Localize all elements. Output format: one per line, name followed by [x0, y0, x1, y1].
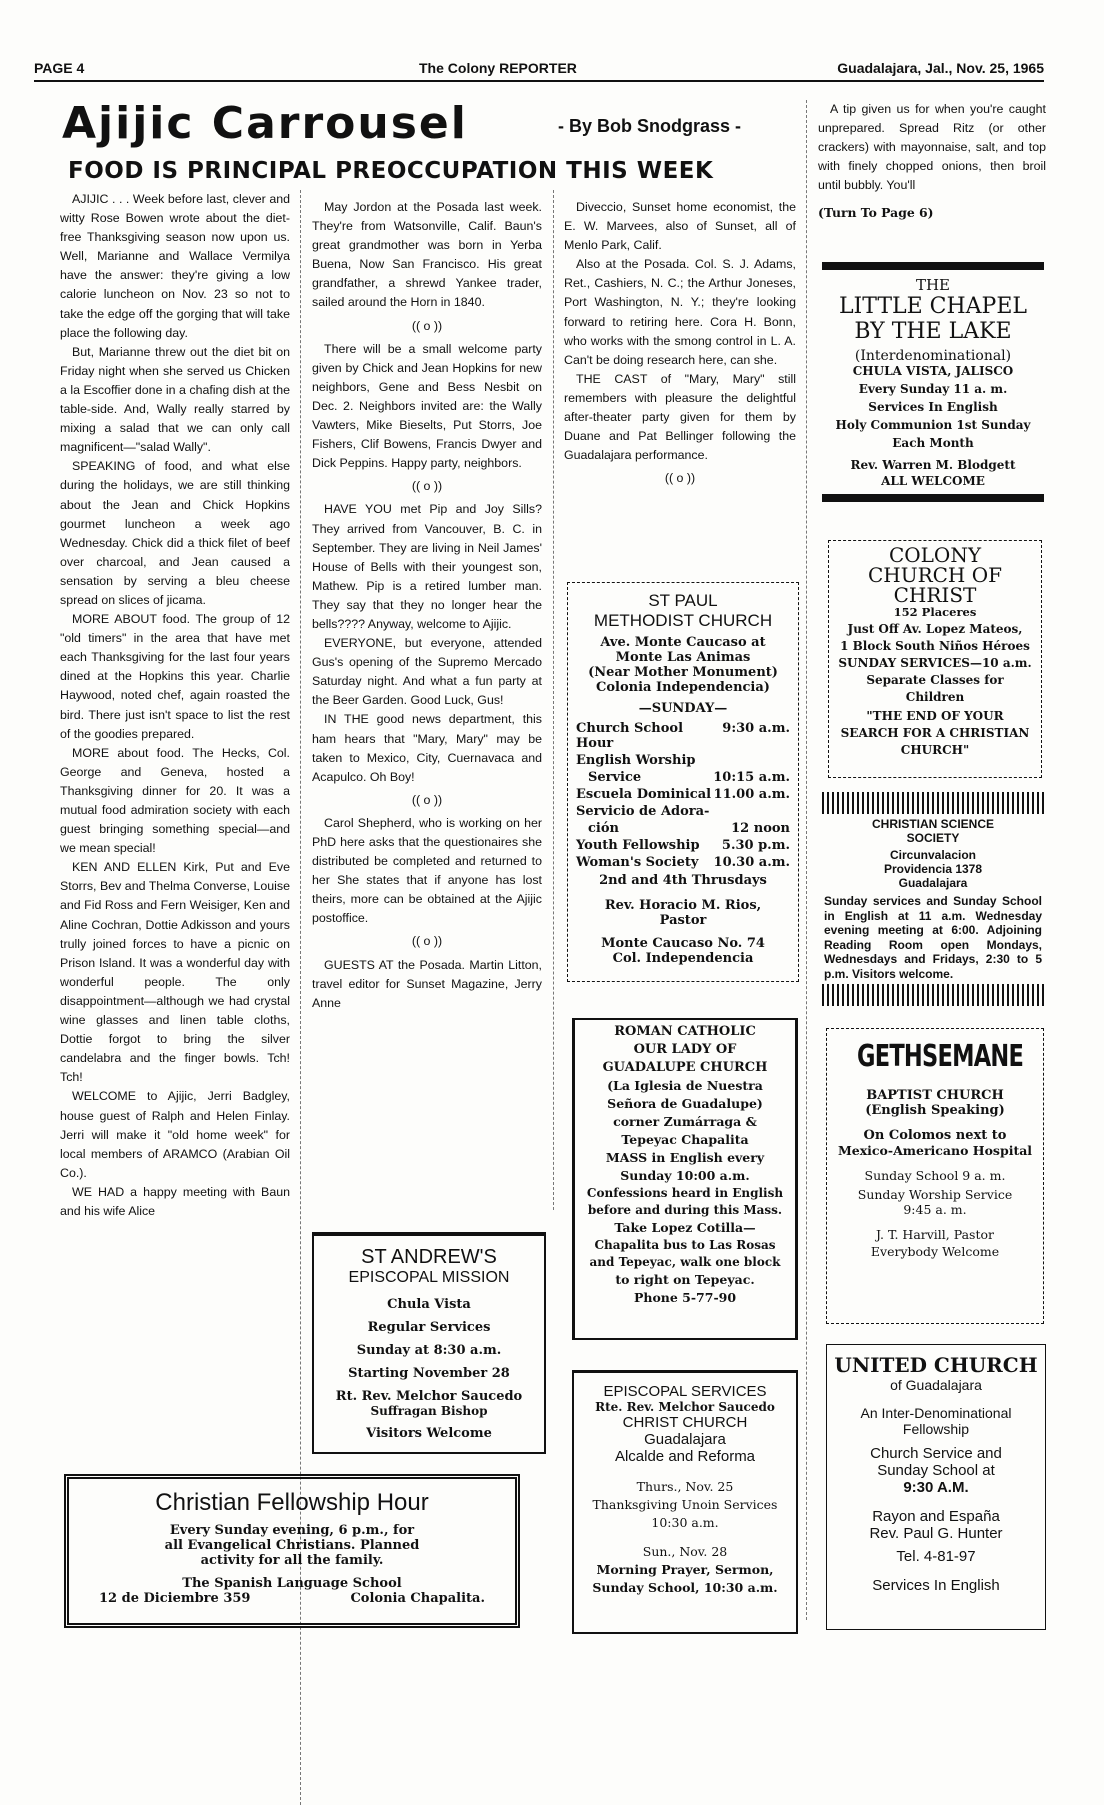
paragraph: AJIJIC . . . Week before last, clever and witty Rose Bowen wrote about the diet-free Thanksgiving season now upon us. Well, Marianne and Wallace Vermilya have the answer: they're giving a low calorie luncheon on Nov. 23 so not to take the edge off the gorging that will take place the following day.	[60, 192, 290, 340]
ad-title: GUADALUPE CHURCH	[602, 1060, 768, 1075]
schedule-row	[576, 854, 790, 871]
ad-line: Just Off Av. Lopez Mateos,	[847, 622, 1023, 636]
ad-st-andrews-episcopal	[312, 1232, 546, 1454]
ad-line: 1 Block South Niños Héroes	[840, 639, 1030, 653]
column-divider	[553, 190, 554, 1210]
ad-united-church	[826, 1344, 1046, 1630]
schedule-time: 10:15 a.m.	[713, 770, 790, 785]
schedule-time: 12 noon	[731, 821, 790, 836]
ad-line: THE	[915, 276, 951, 294]
ad-line: (Interdenominational)	[854, 348, 1012, 364]
ad-line: Señora de Guadalupe)	[607, 1096, 763, 1111]
ad-body	[822, 270, 1044, 494]
ad-line: Sunday School, 10:30 a.m.	[592, 1580, 778, 1595]
ad-line: SEARCH FOR A CHRISTIAN	[840, 726, 1030, 740]
ad-line: Separate Classes for	[866, 673, 1004, 687]
ad-line: Rte. Rev. Melchor Saucedo	[595, 1400, 775, 1414]
paragraph: Diveccio, Sunset home economist, the E. W. Marvees, also of Sunset, all of Menlo Park, Calif.	[564, 200, 796, 253]
ad-line: to right on Tepeyac.	[615, 1272, 755, 1287]
schedule-row	[576, 820, 790, 837]
ad-line: MASS in English every	[605, 1150, 765, 1165]
ad-line: Thanksgiving Unoin Services	[592, 1497, 778, 1512]
service-schedule	[576, 720, 790, 871]
schedule-time: 10.30 a.m.	[713, 855, 790, 870]
paragraph: GUESTS AT the Posada. Martin Litton, travel editor for Sunset Magazine, Jerry Anne	[312, 957, 542, 1010]
ad-line: Regular Services	[367, 1320, 491, 1335]
ad-line: Col. Independencia	[612, 951, 754, 966]
ad-line: BAPTIST CHURCH	[866, 1088, 1004, 1103]
schedule-label: Servicio de Adora-	[576, 804, 710, 819]
article-column-3	[564, 198, 796, 492]
schedule-label: English Worship	[576, 753, 696, 768]
ad-title: BY THE LAKE	[854, 319, 1012, 344]
ad-line: Holy Communion 1st Sunday	[835, 418, 1031, 432]
ad-line: Services In English	[868, 400, 998, 414]
ad-title: LITTLE CHAPEL	[838, 294, 1028, 319]
ad-body	[822, 814, 1044, 984]
ad-line: corner Zumárraga &	[613, 1114, 757, 1129]
paragraph: Carol Shepherd, who is working on her PhD here asks that the questionaires she distributed be completed and returned to her She states that if anyone has lost theirs, more can be obtained at the Ajijic postoffice.	[312, 815, 542, 926]
ad-line: Church Service and	[870, 1445, 1002, 1462]
schedule-label: Youth Fellowship	[576, 838, 700, 853]
ad-line: An Inter-Denominational	[860, 1405, 1012, 1421]
paragraph: But, Marianne threw out the diet bit on Friday night when she served us Chicken a la Escoffier done in a chafing dish at the table-side. And, Wally really starred by mixing a salad that we can only call magnificent—"salad Wally".	[60, 344, 290, 455]
ad-title: GETHSEMANE	[857, 1039, 1024, 1074]
ad-title: CHRIST	[893, 583, 977, 607]
ad-line: Monte Caucaso No. 74	[601, 936, 765, 951]
ad-line: Every Sunday evening, 6 p.m., for	[169, 1523, 415, 1538]
schedule-time: 11.00 a.m.	[713, 787, 790, 802]
paragraph: There will be a small welcome party given by Chick and Jean Hopkins for new neighbors, Gene and Bess Nesbit on Dec. 2. Neighbors invited are: the Wally Vawters, Mike Bieselts, Put Storrs, Joe Fishers, Clif Bowens, Francis Dwyer and Dick Peppins. Happy party, neighbors.	[312, 341, 542, 471]
ad-line: On Colomos next to	[863, 1128, 1007, 1143]
ad-title: METHODIST CHURCH	[593, 611, 773, 630]
schedule-label: Church School Hour	[576, 721, 684, 751]
ad-title: COLONY	[888, 543, 982, 567]
ad-st-paul-methodist	[567, 582, 799, 982]
ad-roman-catholic	[572, 1018, 798, 1340]
schedule-row	[576, 769, 790, 786]
paragraph: EVERYONE, but everyone, attended Gus's opening of the Supremo Mercado Saturday night. And what a fun party at the Beer Garden. Good Luck, Gus!	[312, 636, 542, 708]
ad-christian-science	[822, 792, 1044, 1006]
ad-line: Providencia 1378	[883, 862, 983, 876]
schedule-row	[576, 803, 790, 820]
paragraph: Also at the Posada. Col. S. J. Adams, Ret., Cashiers, N. C.; the Arthur Joneses, Port Washington, N. Y.; they're looking forward to retiring here. Cora H. Bonn, who works with the smong control in L. A. Can't be doing research here, can she.	[564, 257, 796, 367]
ad-line: Sunday at 8:30 a.m.	[356, 1343, 502, 1358]
schedule-label: Service	[588, 770, 642, 785]
ad-rule	[822, 984, 1044, 1006]
ad-line: Chapalita bus to Las Rosas	[594, 1238, 776, 1252]
schedule-row	[576, 837, 790, 854]
ad-line: 10:30 a.m.	[651, 1515, 719, 1530]
ad-line: CHURCH"	[900, 743, 970, 757]
ad-line: Every Sunday 11 a. m.	[858, 382, 1008, 396]
ad-line: Children	[905, 690, 965, 704]
paragraph: MORE about food. The Hecks, Col. George and Geneva, hosted a Thanksgiving dinner for 20. It was a mutual food admiration society with each guest bringing something special—and we mean special!	[60, 745, 290, 856]
column-byline: - By Bob Snodgrass -	[558, 116, 742, 136]
ad-line: Monte Las Animas	[615, 650, 751, 665]
ad-line: 2nd and 4th Thrusdays	[599, 873, 767, 888]
schedule-row	[576, 720, 790, 752]
paragraph: THE CAST of "Mary, Mary" still remembers with pleasure the delightful after-theater party given for them by Duane and Pat Bellinger following the Guadalajara performance.	[564, 371, 796, 463]
ad-line: Rev. Paul G. Hunter	[869, 1525, 1003, 1542]
ad-line: Sunday 10:00 a.m.	[620, 1168, 750, 1183]
ad-line: (English Speaking)	[865, 1103, 1005, 1118]
ad-colonia: Colonia Chapalita.	[350, 1591, 485, 1606]
ad-line: Guadalajara	[644, 1431, 726, 1448]
ad-line: Tepeyac Chapalita	[621, 1132, 749, 1147]
ad-line: "THE END OF YOUR	[866, 709, 1004, 723]
schedule-time	[713, 803, 790, 820]
ad-line: Confessions heard in English	[586, 1186, 784, 1200]
paragraph: WELCOME to Ajijic, Jerri Badgley, house guest of Ralph and Helen Finlay. Jerri will make it "old home week" for local members of ARAMCO (Arabian Oil Co.).	[60, 1089, 290, 1180]
ad-line: Take Lopez Cotilla—	[614, 1220, 756, 1235]
ad-line: Sunday School 9 a. m.	[864, 1168, 1006, 1183]
article-column-1	[60, 190, 290, 1221]
ad-line: Mexico-Americano Hospital	[837, 1143, 1033, 1158]
ad-line: Rev. Warren M. Blodgett	[850, 458, 1016, 472]
ad-line: (Near Mother Monument)	[588, 665, 778, 680]
ad-line: (La Iglesia de Nuestra	[607, 1078, 763, 1093]
ad-rule	[822, 262, 1044, 270]
ad-rule	[822, 494, 1044, 502]
paragraph: WE HAD a happy meeting with Baun and his wife Alice	[60, 1184, 290, 1218]
ad-title: OUR LADY OF	[633, 1042, 737, 1057]
ad-line: Ave. Monte Caucaso at	[600, 635, 766, 650]
ad-title: ST PAUL	[648, 591, 718, 610]
ad-line: 152 Placeres	[893, 605, 977, 619]
ad-line: Starting November 28	[348, 1366, 510, 1381]
ad-title: UNITED CHURCH	[834, 1353, 1038, 1377]
ad-line: 9:45 a. m.	[903, 1202, 967, 1217]
column-divider	[806, 100, 807, 1620]
ad-line: Suffragan Bishop	[370, 1404, 488, 1418]
ad-title: SOCIETY	[906, 831, 960, 845]
ad-line: Colonia Independencia)	[596, 680, 770, 695]
ad-line: Rayon and España	[872, 1508, 1000, 1525]
ad-line: activity for all the family.	[200, 1553, 384, 1568]
article-column-4	[818, 100, 1046, 223]
ad-line: Sunday School at	[877, 1462, 995, 1479]
section-separator: (( o ))	[411, 479, 443, 494]
schedule-row	[576, 752, 790, 769]
ad-line: Circunvalacion	[889, 848, 977, 862]
newspaper-name: The Colony REPORTER	[419, 60, 577, 76]
schedule-time: 9:30 a.m.	[722, 721, 790, 736]
ad-line: and Tepeyac, walk one block	[589, 1255, 781, 1269]
ad-title: CHURCH OF	[867, 563, 1003, 587]
ad-address-row	[81, 1591, 503, 1606]
article-column-2	[312, 198, 542, 1013]
continuation-note: (Turn To Page 6)	[818, 205, 934, 221]
ad-title: ST ANDREW'S	[361, 1246, 497, 1268]
ad-line: SUNDAY SERVICES—10 a.m.	[838, 656, 1032, 670]
ad-line: all Evangelical Christians. Planned	[164, 1538, 420, 1553]
schedule-time: 5.30 p.m.	[721, 838, 790, 853]
ad-line: Phone 5-77-90	[633, 1290, 737, 1305]
ad-line: before and during this Mass.	[587, 1203, 783, 1217]
schedule-time	[713, 752, 790, 769]
ad-line: Thurs., Nov. 25	[636, 1479, 734, 1494]
ad-line: Chula Vista	[387, 1297, 471, 1312]
schedule-row	[576, 786, 790, 803]
ad-rule	[822, 792, 1044, 814]
ad-episcopal-services	[572, 1370, 798, 1634]
ad-line: 9:30 A.M.	[903, 1479, 969, 1496]
ad-line: of Guadalajara	[890, 1377, 982, 1393]
ad-line: The Spanish Language School	[182, 1576, 402, 1591]
ad-colony-church-of-christ	[828, 540, 1042, 778]
ad-title: CHRISTIAN SCIENCE	[871, 817, 994, 831]
column-title: Ajijic Carrousel	[62, 98, 468, 149]
ad-line: J. T. Harvill, Pastor	[875, 1227, 994, 1242]
schedule-label: Escuela Dominical	[576, 787, 712, 802]
ad-line: ALL WELCOME	[881, 474, 985, 488]
ad-title: CHRIST CHURCH	[622, 1414, 748, 1431]
ad-line: Alcalde and Reforma	[614, 1448, 756, 1465]
paragraph: A tip given us for when you're caught unprepared. Spread Ritz (or other crackers) with mayonnaise, salt, and top with finely chopped onions, then broil until bubbly. You'll	[818, 102, 1046, 193]
ad-line: Guadalajara	[898, 876, 968, 890]
ad-line: Rev. Horacio M. Rios,	[604, 898, 762, 913]
ad-line: Services In English	[872, 1577, 1000, 1594]
ad-line: Sunday Worship Service	[857, 1187, 1013, 1202]
ad-title: EPISCOPAL SERVICES	[603, 1383, 767, 1400]
ad-line: Sun., Nov. 28	[642, 1544, 728, 1559]
paragraph: KEN AND ELLEN Kirk, Put and Eve Storrs, Bev and Thelma Converse, Louise and Fid Ross and Fern Weisiger, Ken and Aline Cochran, Dottie Adkisson and yours trully joined forces to have a picnic on Prison Island. It was a wonderful day with wonderful people. The only disappointment—although we had crystal wine glasses and linen table cloths, Dottie forgot to bring the silver candelabra and the finger bowls. Tch! Tch!	[60, 860, 290, 1085]
paragraph: MORE ABOUT food. The group of 12 "old timers" in the area that have met each Thanksgiving for the last four years dined at the Hopkins this year. Charlie Haywood, noted chef, again roasted the bird. There just isn't space to list the rest of the goodies prepared.	[60, 612, 290, 741]
schedule-label: Woman's Society	[576, 855, 699, 870]
ad-line: Each Month	[892, 436, 974, 450]
page-header	[34, 56, 1044, 78]
ad-line: CHULA VISTA, JALISCO	[852, 364, 1014, 378]
article-headline: FOOD IS PRINCIPAL PREOCCUPATION THIS WEEK	[68, 158, 714, 184]
ad-title: ROMAN CATHOLIC	[614, 1024, 756, 1039]
section-separator: (( o ))	[411, 792, 443, 807]
ad-line: —SUNDAY—	[638, 701, 728, 716]
paragraph: SPEAKING of food, and what else during the holidays, we are still thinking about the Jean and Chick Hopkins gourmet luncheon a week ago Wednesday. Chick did a thick filet of beef over charcoal, and Jean caused a sensation by serving a bleu cheese spread on slices of jicama.	[60, 459, 290, 607]
ad-line: Visitors Welcome	[366, 1426, 492, 1441]
ad-address: 12 de Diciembre 359	[99, 1591, 251, 1606]
dateline: Guadalajara, Jal., Nov. 25, 1965	[837, 60, 1044, 76]
ad-line: Fellowship	[902, 1421, 970, 1437]
page-number: PAGE 4	[34, 60, 85, 76]
ad-title: EPISCOPAL MISSION	[348, 1269, 510, 1286]
ad-line: Rt. Rev. Melchor Saucedo	[335, 1389, 523, 1404]
schedule-label: ción	[588, 821, 619, 836]
ad-gethsemane-baptist	[826, 1028, 1044, 1324]
section-separator: (( o ))	[411, 318, 443, 333]
paragraph: IN THE good news department, this ham hears that "Mary, Mary" may be taken to Mexico, City, Cuernavaca and Acapulco. Oh Boy!	[312, 712, 542, 784]
ad-title: Christian Fellowship Hour	[155, 1489, 429, 1516]
column-masthead	[62, 98, 782, 150]
paragraph: HAVE YOU met Pip and Joy Sills? They arrived from Vancouver, B. C. in September. They are living in Neil James' House of Bells with their youngest son, Mathew. Pip is a retired lumber man. They say that they no longer hear the bells???? Anyway, welcome to Ajijic.	[312, 502, 542, 631]
ad-line: Morning Prayer, Sermon,	[596, 1562, 774, 1577]
ad-paragraph: Sunday services and Sunday School in English at 11 a.m. Wednesday evening meeting at 6:00. Adjoining Reading Room open Mondays, Wednesdays and Fridays, 2:30 to 5 p.m. Visitors welcome.	[824, 894, 1042, 981]
ad-line: Tel. 4-81-97	[896, 1548, 976, 1565]
ad-christian-fellowship-hour	[64, 1474, 520, 1628]
section-separator: (( o ))	[411, 934, 443, 949]
paragraph: May Jordon at the Posada last week. They're from Watsonville, Calif. Baun's great grandmother was born in Yerba Buena, Now San Francisco. His great grandfather, a shrewd Yankee trader, sailed around the Horn in 1840.	[312, 200, 542, 310]
ad-little-chapel	[822, 262, 1044, 502]
ad-line: Everybody Welcome	[870, 1244, 1000, 1259]
section-separator: (( o ))	[664, 471, 696, 486]
header-rule	[34, 80, 1044, 82]
ad-line: Pastor	[659, 913, 707, 928]
